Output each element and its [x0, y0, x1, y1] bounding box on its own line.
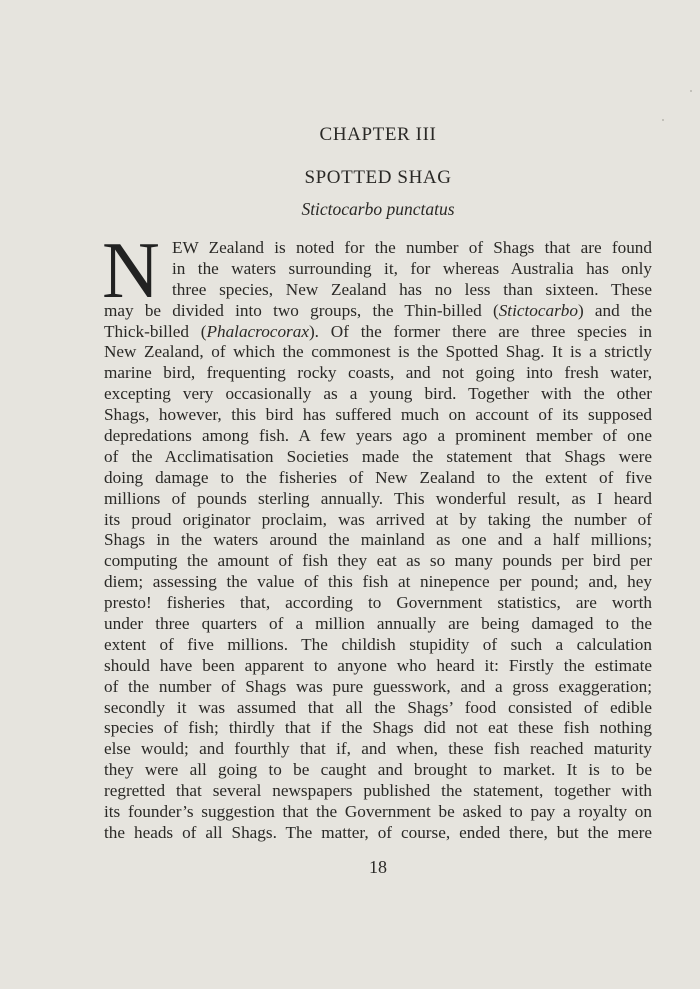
text-line [104, 238, 652, 259]
italic-term: Stictocarbo [498, 300, 578, 320]
text-line [104, 823, 652, 844]
text-line [104, 280, 652, 301]
text-line [104, 426, 652, 447]
text-run: three species, New Zealand has no less than sixteen. These [172, 279, 652, 299]
text-line [104, 322, 652, 343]
paper-speck [662, 119, 664, 121]
text-run: doing damage to the fisheries of New Zealand to the extent of five [104, 467, 652, 487]
text-line [104, 739, 652, 760]
text-line [104, 301, 652, 322]
text-run: computing the amount of fish they eat as so many pounds per bird per [104, 551, 652, 571]
text-run: they were all going to be caught and brought to market. It is to be [104, 760, 652, 780]
text-run: species of fish; thirdly that if the Shags did not eat these fish nothing [104, 718, 652, 738]
text-line [104, 489, 652, 510]
text-line [104, 530, 652, 551]
text-run: marine bird, frequenting rocky coasts, and not going into fresh water, [104, 363, 652, 383]
text-run: regretted that several newspapers published the statement, together with [104, 781, 652, 801]
text-run: Shags in the waters around the mainland as one and a half millions; [104, 530, 652, 550]
text-line [104, 468, 652, 489]
species-name: Stictocarbo punctatus [301, 199, 455, 219]
text-line [104, 677, 652, 698]
chapter-title: SPOTTED SHAG [304, 167, 452, 188]
text-run: under three quarters of a million annually are being damaged to the [104, 614, 652, 634]
paper-speck [690, 90, 692, 92]
text-run: extent of five millions. The childish stupidity of such a calculation [104, 634, 652, 654]
text-line [104, 259, 652, 280]
text-run: the heads of all Shags. The matter, of course, ended there, but the mere [104, 822, 652, 842]
text-run: excepting very occasionally as a young bird. Together with the other [104, 384, 652, 404]
text-run: of the Acclimatisation Societies made the statement that Shags were [104, 446, 652, 466]
text-line [104, 384, 652, 405]
text-run: depredations among fish. A few years ago a prominent member of one [104, 426, 652, 446]
text-line [104, 614, 652, 635]
text-line [104, 656, 652, 677]
page-number: 18 [369, 857, 387, 877]
text-run: in the waters surrounding it, for whereas Australia has only [172, 258, 652, 278]
text-run: should have been apparent to anyone who heard it: Firstly the estimate [104, 655, 652, 675]
text-run: presto! fisheries that, according to Government statistics, are worth [104, 593, 652, 613]
text-line [104, 593, 652, 614]
text-run: ) and the [577, 300, 652, 320]
text-line [104, 447, 652, 468]
italic-term: Phalacrocorax [206, 321, 309, 341]
text-line [104, 342, 652, 363]
text-line [104, 718, 652, 739]
text-run: its founder’s suggestion that the Government be asked to pay a royalty on [104, 802, 652, 822]
text-run: secondly it was assumed that all the Shags’ food consisted of edible [104, 697, 652, 717]
text-run: diem; assessing the value of this fish at ninepence per pound; and, hey [104, 572, 652, 592]
text-run: else would; and fourthly that if, and when, these fish reached maturity [104, 739, 652, 759]
text-run: of the number of Shags was pure guesswork, and a gross exaggeration; [104, 676, 652, 696]
text-run: New Zealand, of which the commonest is the Spotted Shag. It is a strictly [104, 342, 652, 362]
chapter-heading: CHAPTER III [319, 124, 437, 145]
text-run: Thick-billed ( [104, 321, 207, 341]
text-run: Shags, however, this bird has suffered much on account of its supposed [104, 405, 652, 425]
body-text [102, 227, 652, 844]
text-run: millions of pounds sterling annually. This wonderful result, as I heard [104, 488, 652, 508]
text-line [104, 572, 652, 593]
text-line [104, 802, 652, 823]
text-run: its proud originator proclaim, was arrived at by taking the number of [104, 509, 652, 529]
drop-cap: N [102, 227, 160, 315]
text-line [104, 363, 652, 384]
text-line [104, 405, 652, 426]
text-line [104, 510, 652, 531]
text-line [104, 635, 652, 656]
text-line [104, 698, 652, 719]
text-run: may be divided into two groups, the Thin-billed ( [104, 300, 499, 320]
text-run: ). Of the former there are three species in [308, 321, 652, 341]
text-line [104, 781, 652, 802]
text-run: EW Zealand is noted for the number of Shags that are found [172, 238, 652, 257]
text-line [104, 760, 652, 781]
text-line [104, 551, 652, 572]
